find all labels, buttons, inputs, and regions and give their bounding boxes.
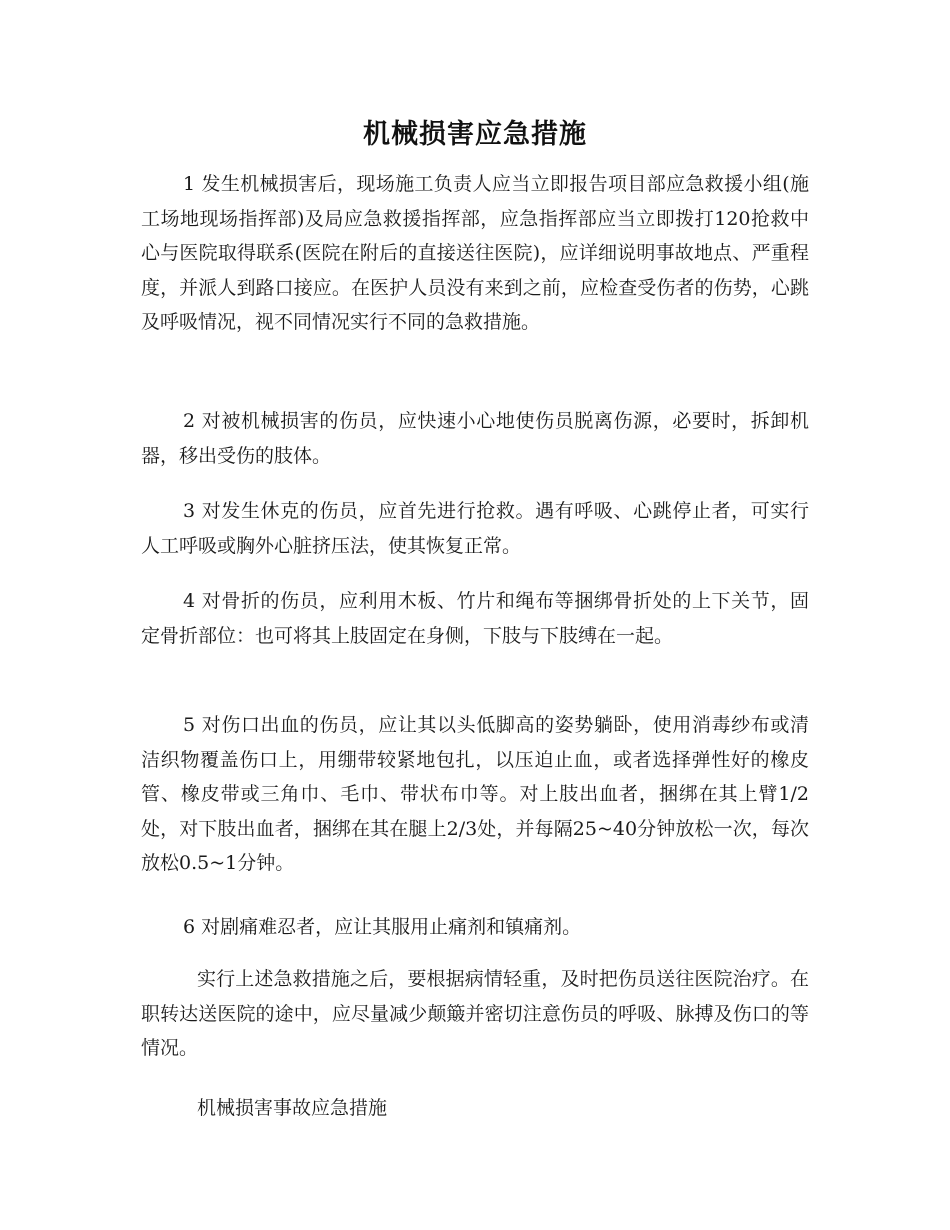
paragraph-6-pain-relief: 6 对剧痛难忍者，应让其服用止痛剂和镇痛剂。	[183, 916, 582, 938]
page-title: 机械损害应急措施	[363, 119, 587, 150]
section-heading-accident-measures: 机械损害事故应急措施	[197, 1097, 388, 1119]
paragraph-transport-to-hospital: 实行上述急救措施之后，要根据病情轻重，及时把伤员送往医院治疗。在职转达送医院的途中，应尽量减少颠簸并密切注意伤员的呼吸、脉搏及伤口的等情况。	[141, 968, 809, 1059]
paragraph-2-remove-from-source: 2 对被机械损害的伤员，应快速小心地使伤员脱离伤源，必要时，拆卸机器，移出受伤的肢体。	[141, 410, 809, 467]
paragraph-4-fracture-fixation: 4 对骨折的伤员，应利用木板、竹片和绳布等捆绑骨折处的上下关节，固定骨折部位：也可将其上肢固定在身侧，下肢与下肢缚在一起。	[141, 590, 809, 647]
paragraph-1-report-and-contact: 1 发生机械损害后，现场施工负责人应当立即报告项目部应急救援小组(施工场地现场指挥部)及局应急救援指挥部，应急指挥部应当立即拨打120抢救中心与医院取得联系(医院在附后的直接送往医院)，应详细说明事故地点、严重程度，并派人到路口接应。在医护人员没有来到之前，应检查受伤者的伤势，心跳及呼吸情况，视不同情况实行不同的急救措施。	[141, 173, 809, 333]
paragraph-3-shock-rescue: 3 对发生休克的伤员，应首先进行抢救。遇有呼吸、心跳停止者，可实行人工呼吸或胸外心脏挤压法，使其恢复正常。	[141, 500, 809, 557]
paragraph-5-bleeding-control: 5 对伤口出血的伤员，应让其以头低脚高的姿势躺卧，使用消毒纱布或清洁织物覆盖伤口上，用绷带较紧地包扎，以压迫止血，或者选择弹性好的橡皮管、橡皮带或三角巾、毛巾、带状布巾等。对上肢出血者，捆绑在其上臂1/2处，对下肢出血者，捆绑在其在腿上2/3处，并每隔25~40分钟放松一次，每次放松0.5~1分钟。	[141, 714, 809, 874]
